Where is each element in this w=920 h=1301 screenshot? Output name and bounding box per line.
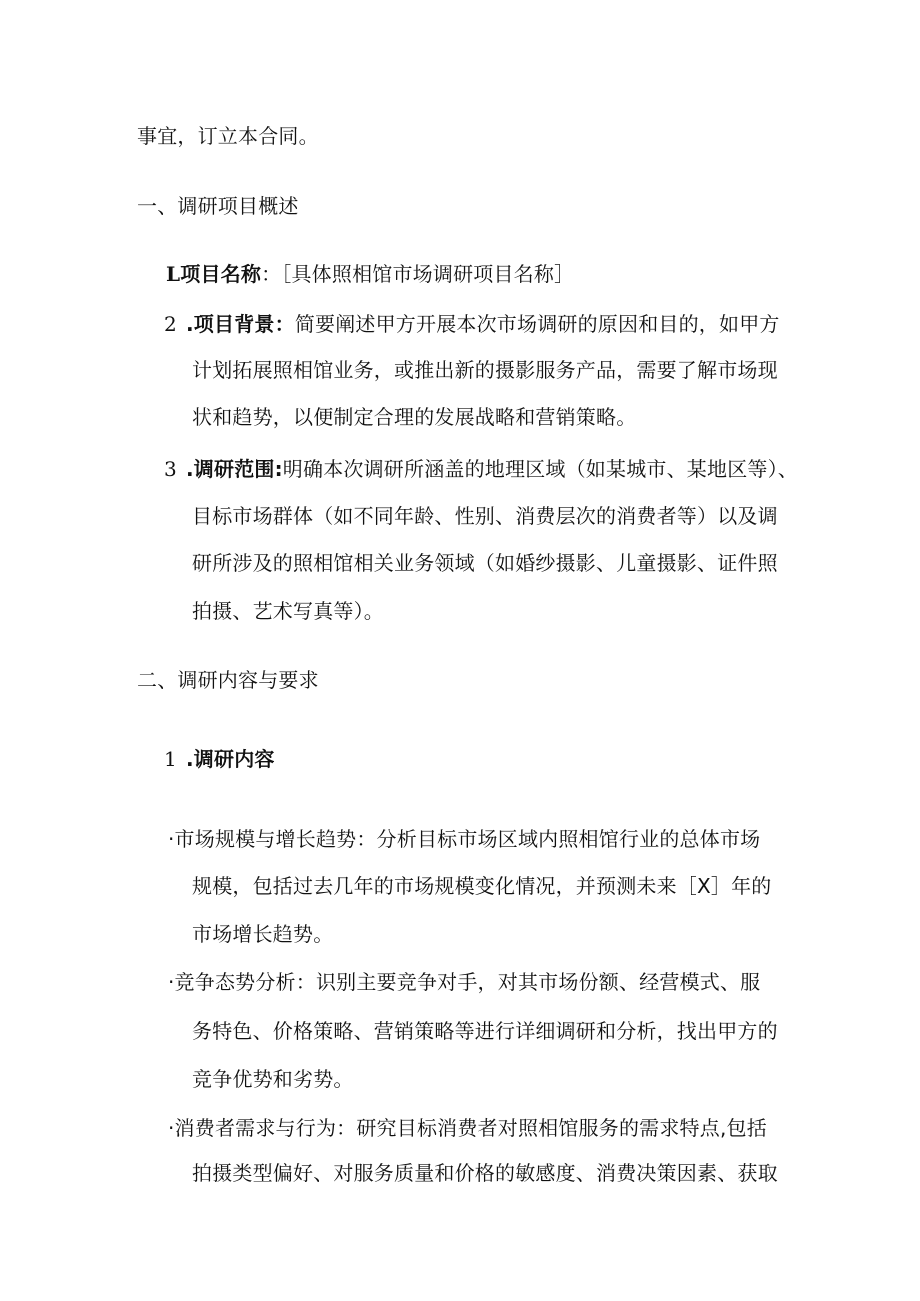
item-3-line-3: 研所涉及的照相馆相关业务领域（如婚纱摄影、儿童摄影、证件照 xyxy=(192,551,778,575)
section-2-heading: 二、调研内容与要求 xyxy=(137,668,319,692)
bullet-3-line-2: 拍摄类型偏好、对服务质量和价格的敏感度、消费决策因素、获取 xyxy=(192,1161,778,1185)
bullet-1-line-1: ·市场规模与增长趋势：分析目标市场区域内照相馆行业的总体市场 xyxy=(168,827,761,851)
item-2-text: 简要阐述甲方开展本次市场调研的原因和目的，如甲方 xyxy=(294,312,780,336)
item-1-value: ［具体照相馆市场调研项目名称］ xyxy=(281,262,575,286)
item-2-line-1 xyxy=(164,311,780,337)
section-1-heading: 一、调研项目概述 xyxy=(137,194,299,218)
item-3-line-2: 目标市场群体（如不同年龄、性别、消费层次的消费者等）以及调 xyxy=(192,504,778,528)
bullet-1-line-2: 规模，包括过去几年的市场规模变化情况，并预测未来［X］年的 xyxy=(192,874,772,898)
bullet-3-line-1: ·消费者需求与行为：研究目标消费者对照相馆服务的需求特点,包括 xyxy=(168,1116,767,1140)
bullet-2-line-3: 竞争优势和劣势。 xyxy=(192,1067,354,1091)
item-2-line-3: 状和趋势，以便制定合理的发展战略和营销策略。 xyxy=(192,405,637,429)
bullet-2-line-2: 务特色、价格策略、营销策略等进行详细调研和分析，找出甲方的 xyxy=(192,1019,778,1043)
subsection-1-label: .调研内容 xyxy=(186,747,275,771)
item-2-number: 2 xyxy=(164,312,177,336)
subsection-1-heading xyxy=(164,746,275,772)
bullet-1-line-3: 市场增长趋势。 xyxy=(192,922,334,946)
item-3-number: 3 xyxy=(164,457,177,481)
item-2-line-2: 计划拓展照相馆业务，或推出新的摄影服务产品，需要了解市场现 xyxy=(192,358,778,382)
bullet-2-line-1: ·竞争态势分析：识别主要竞争对手，对其市场份额、经营模式、服 xyxy=(168,970,761,994)
item-2-label: .项目背景： xyxy=(186,312,295,336)
item-1-separator: ： xyxy=(261,262,282,286)
item-1-label: 项目名称 xyxy=(180,262,262,286)
subsection-1-number: 1 xyxy=(164,747,177,771)
item-3-line-4: 拍摄、艺术写真等）。 xyxy=(192,599,384,623)
item-3-text: 明确本次调研所涵盖的地理区域（如某城市、某地区等）、 xyxy=(282,457,798,481)
item-1 xyxy=(166,261,574,287)
item-3-line-1 xyxy=(164,456,798,482)
item-3-label: .调研范围: xyxy=(186,457,283,481)
intro-text: 事宜，订立本合同。 xyxy=(137,124,319,148)
item-1-number: L xyxy=(166,262,181,286)
